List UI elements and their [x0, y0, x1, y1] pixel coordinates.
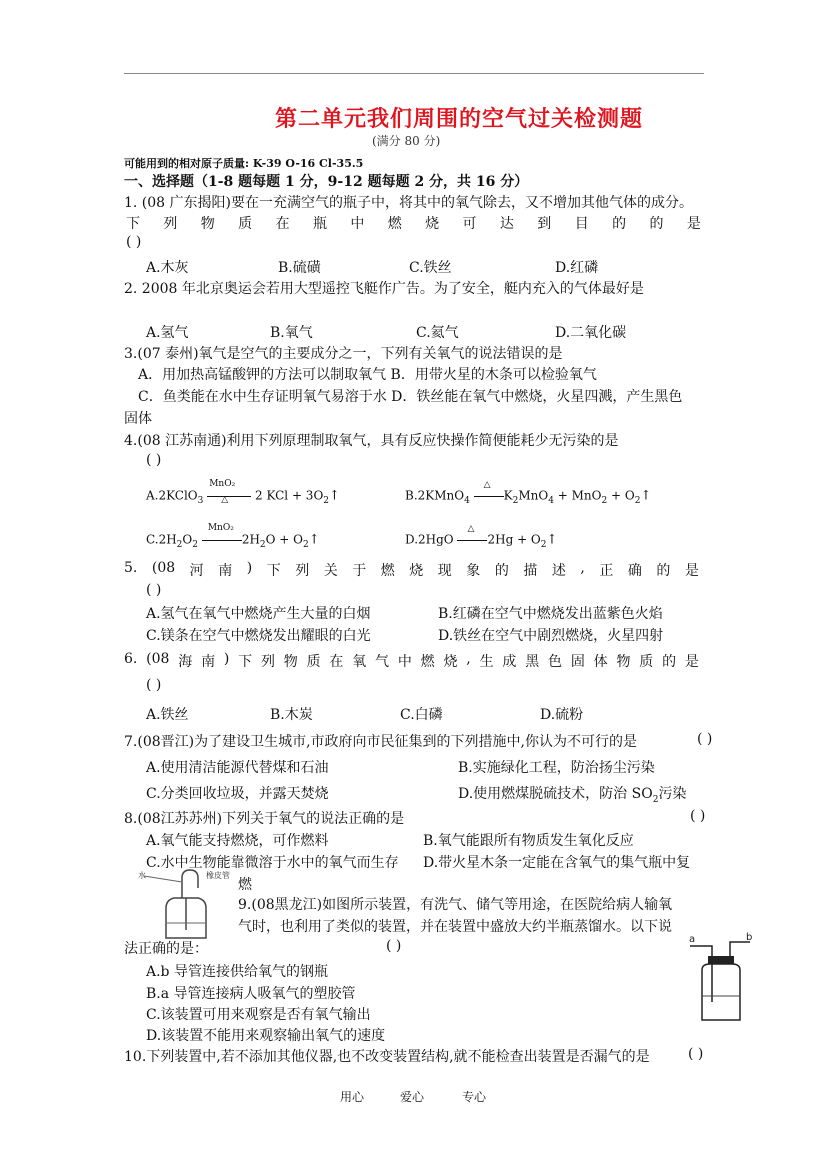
q6-stem-char: 在 — [329, 654, 344, 670]
q6-stem-char: 6. — [124, 651, 138, 667]
q1-line2-char: 目 — [574, 216, 589, 232]
atomic-mass-info: 可能用到的相对原子质量: K-39 O-16 Cl-35.5 — [124, 157, 364, 170]
q3-options-ab: A．用加热高锰酸钾的方法可以制取氧气 B．用带火星的木条可以检验氧气 — [138, 367, 597, 383]
q2-option-a: A.氢气 — [146, 325, 189, 341]
page-title: 第二单元我们周围的空气过关检测题 — [275, 106, 644, 132]
footer-3: 专心 — [462, 1090, 487, 1104]
q1-line2-char: 列 — [163, 216, 178, 232]
q6-stem-char: , — [466, 651, 471, 667]
q3-options-cd: C．鱼类能在水中生存证明氧气易溶于水 D．铁丝能在氧气中燃烧，火星四溅，产生黑色 — [138, 389, 683, 405]
q5-stem-char: 河 — [189, 563, 204, 579]
q5-stem-char: 象 — [466, 563, 481, 579]
q8-blank: ( ) — [690, 808, 706, 824]
q2-option-b: B.氧气 — [270, 325, 313, 341]
q1-line2-char: 下 — [126, 216, 140, 232]
q9-stem-3: 法正确的是： — [124, 941, 208, 957]
page-subtitle: (满分 80 分) — [372, 134, 441, 148]
q6-stem-char: 烧 — [443, 654, 458, 670]
q5-stem-char: 关 — [323, 563, 338, 579]
q5-option-b: B.红磷在空气中燃烧发出蓝紫色火焰 — [438, 606, 663, 622]
q5-stem-char: 是 — [684, 563, 699, 579]
q5-stem-char: 正 — [599, 563, 614, 579]
q6-stem-char: 质 — [306, 654, 321, 670]
q6-option-b: B.木炭 — [270, 707, 313, 723]
q6-stem-char: (08 — [146, 651, 170, 667]
q9-option-b: B.a 导管连接病人吸氧气的塑胶管 — [146, 986, 356, 1002]
q1-line2-char: 中 — [350, 216, 365, 232]
q1-line2-char: 到 — [537, 216, 552, 232]
gas-bottle-figure — [686, 930, 766, 1022]
q6-stem — [124, 651, 699, 671]
q1-stem: 1. (08 广东揭阳)要在一充满空气的瓶子中，将其中的氧气除去，又不增加其他气体的成分。 — [124, 195, 693, 211]
footer-1: 用心 — [340, 1090, 365, 1104]
q6-option-d: D.硫粉 — [540, 707, 584, 723]
wash-bottle-figure — [136, 868, 236, 940]
q7-stem: 7.(08晋江)为了建设卫生城市,市政府向市民征集到的下列措施中,你认为不可行的是 — [124, 734, 637, 750]
q6-option-c: C.白磷 — [400, 707, 443, 723]
q10-stem: 10.下列装置中,若不添加其他仪器,也不改变装置结构,就不能检查出装置是否漏气的是 — [124, 1049, 650, 1065]
q5-stem-char: 的 — [656, 563, 671, 579]
q6-stem-char: 固 — [570, 654, 585, 670]
q6-stem-char: 黑 — [525, 654, 540, 670]
q5-stem-char: 南 — [218, 563, 233, 579]
q9-stem-2: 气时，也利用了类似的装置，并在装置中盛放大约半瓶蒸馏水。以下说 — [238, 919, 672, 935]
q4-option-a: A.2KClO$_3$ $\frac{\text{MnO₂}}{\triangle}$ 2 KCl + $3O_2↑$ — [146, 479, 340, 506]
q1-line2-char: 的 — [649, 216, 664, 232]
q1-line2-char: 的 — [612, 216, 627, 232]
q1-option-a: A.木灰 — [146, 260, 189, 276]
label-tube: 橡皮管 — [206, 871, 230, 880]
q6-stem-char: 质 — [639, 654, 654, 670]
q9-option-a: A.b 导管连接供给氧气的钢瓶 — [146, 964, 328, 980]
q6-stem-char: 物 — [616, 654, 631, 670]
q1-line2-char: 在 — [275, 216, 290, 232]
q5-stem-char: 现 — [437, 563, 452, 579]
q1-line2 — [126, 213, 701, 233]
q5-stem-char: 列 — [295, 563, 310, 579]
q6-stem-char: 燃 — [420, 654, 435, 670]
q6-stem-char: 中 — [397, 654, 412, 670]
q7-option-d: D.使用燃煤脱硫技术，防治 $SO_2$污染 — [458, 786, 687, 805]
q8-stem: 8.(08江苏苏州)下列关于氧气的说法正确的是 — [124, 811, 405, 827]
q1-option-b: B.硫磺 — [278, 260, 321, 276]
q7-option-b: B.实施绿化工程，防治扬尘污染 — [458, 760, 655, 776]
q5-stem-char: ) — [246, 560, 253, 576]
q5-stem-char: 的 — [494, 563, 509, 579]
q2-option-d: D.二氧化碳 — [555, 325, 627, 341]
q1-line2-char: 燃 — [387, 216, 402, 232]
q3-stem: 3.(07 泰州)氧气是空气的主要成分之一，下列有关氧气的说法错误的是 — [124, 346, 563, 362]
q10-blank: ( ) — [688, 1046, 704, 1062]
q8-option-b: B.氧气能跟所有物质发生氧化反应 — [423, 833, 634, 849]
q5-stem-char: 于 — [352, 563, 367, 579]
q1-line2-char: 达 — [499, 216, 514, 232]
q5-stem-char: 描 — [523, 563, 538, 579]
q5-stem-char: 述 — [551, 563, 566, 579]
q9-option-c: C.该装置可用来观察是否有氧气输出 — [146, 1007, 371, 1023]
q1-line2-char: 物 — [200, 216, 215, 232]
q5-stem-char: (08 — [151, 560, 176, 576]
header-rule — [124, 73, 704, 74]
q5-stem-char: , — [580, 560, 585, 576]
q8-option-d-cont: 燃 — [238, 877, 252, 893]
q2-stem: 2. 2008 年北京奥运会若用大型遥控飞艇作广告。为了安全，艇内充入的气体最好是 — [124, 281, 644, 297]
q1-line2-char: 可 — [462, 216, 477, 232]
q6-blank: ( ) — [146, 677, 162, 693]
q5-stem-char: 燃 — [380, 563, 395, 579]
q5-stem-char: 下 — [266, 563, 281, 579]
q6-stem-char: ) — [223, 651, 230, 667]
q1-line2-char: 烧 — [425, 216, 440, 232]
q9-blank: ( ) — [386, 938, 402, 954]
q7-option-a: A.使用清洁能源代替煤和石油 — [146, 760, 329, 776]
label-b: b — [746, 932, 753, 943]
q6-stem-char: 色 — [548, 654, 562, 670]
q4-option-b: B.2KMnO$_4$ △ $K_2MnO_4 + MnO_2$ + $O_2↑$ — [405, 480, 652, 506]
q5-option-a: A.氢气在氧气中燃烧产生大量的白烟 — [146, 606, 371, 622]
q5-stem-char: 烧 — [409, 563, 424, 579]
q4-blank: ( ) — [146, 452, 162, 468]
q6-stem-char: 的 — [662, 654, 677, 670]
q6-stem-char: 氧 — [352, 654, 367, 670]
q1-line2-char: 瓶 — [312, 216, 327, 232]
q7-blank: ( ) — [697, 731, 713, 747]
q6-stem-char: 下 — [238, 654, 253, 670]
q5-option-c: C.镁条在空气中燃烧发出耀眼的白光 — [146, 628, 371, 644]
q6-stem-char: 体 — [593, 654, 608, 670]
q6-stem-char: 列 — [260, 654, 275, 670]
q6-stem-char: 南 — [201, 654, 216, 670]
q5-stem-char: 5. — [124, 560, 138, 576]
section-heading: 一、选择题（1-8 题每题 1 分，9-12 题每题 2 分，共 16 分） — [124, 174, 529, 190]
footer-2: 爱心 — [400, 1090, 425, 1104]
label-a: a — [689, 934, 696, 945]
q6-stem-char: 生 — [479, 654, 494, 670]
q1-line2-char: 是 — [686, 216, 701, 232]
q5-stem-char: 确 — [627, 563, 642, 579]
q7-option-c: C.分类回收垃圾，并露天焚烧 — [146, 786, 329, 802]
q6-option-a: A.铁丝 — [146, 707, 189, 723]
q6-stem-char: 气 — [375, 654, 390, 670]
q3-options-cd-cont: 固体 — [124, 411, 152, 427]
q8-option-a: A.氧气能支持燃烧，可作燃料 — [146, 833, 329, 849]
q1-option-c: C.铁丝 — [409, 260, 452, 276]
q5-blank: ( ) — [146, 582, 162, 598]
q8-option-d: D.带火星木条一定能在含氧气的集气瓶中复 — [423, 855, 691, 871]
q6-stem-char: 成 — [502, 654, 517, 670]
q9-stem-1: 9.(08黑龙江)如图所示装置，有洗气、储气等用途，在医院给病人输氧 — [238, 897, 673, 913]
q6-stem-char: 是 — [684, 654, 699, 670]
q6-stem-char: 物 — [283, 654, 298, 670]
q8-option-c: C.水中生物能靠微溶于水中的氧气而生存 — [146, 855, 399, 871]
q5-stem — [124, 560, 699, 580]
q1-line2-char: 质 — [238, 216, 253, 232]
q5-option-d: D.铁丝在空气中剧烈燃烧，火星四射 — [438, 628, 664, 644]
q4-option-c: $C.2H_2O_2$ MnO₂ $2H_2O$ + $O_2↑$ — [146, 523, 320, 550]
q6-stem-char: 海 — [178, 654, 193, 670]
q4-option-d: D.2HgO △ $2Hg + O_2↑$ — [405, 524, 558, 550]
q9-option-d: D.该装置不能用来观察输出氧气的速度 — [146, 1028, 386, 1044]
q2-option-c: C.氦气 — [416, 325, 459, 341]
q1-option-d: D.红磷 — [555, 260, 599, 276]
label-water: 水 — [138, 871, 146, 880]
q1-blank: ( ) — [126, 234, 142, 250]
q4-stem: 4.(08 江苏南通)利用下列原理制取氧气，具有反应快操作简便能耗少无污染的是 — [124, 433, 619, 449]
